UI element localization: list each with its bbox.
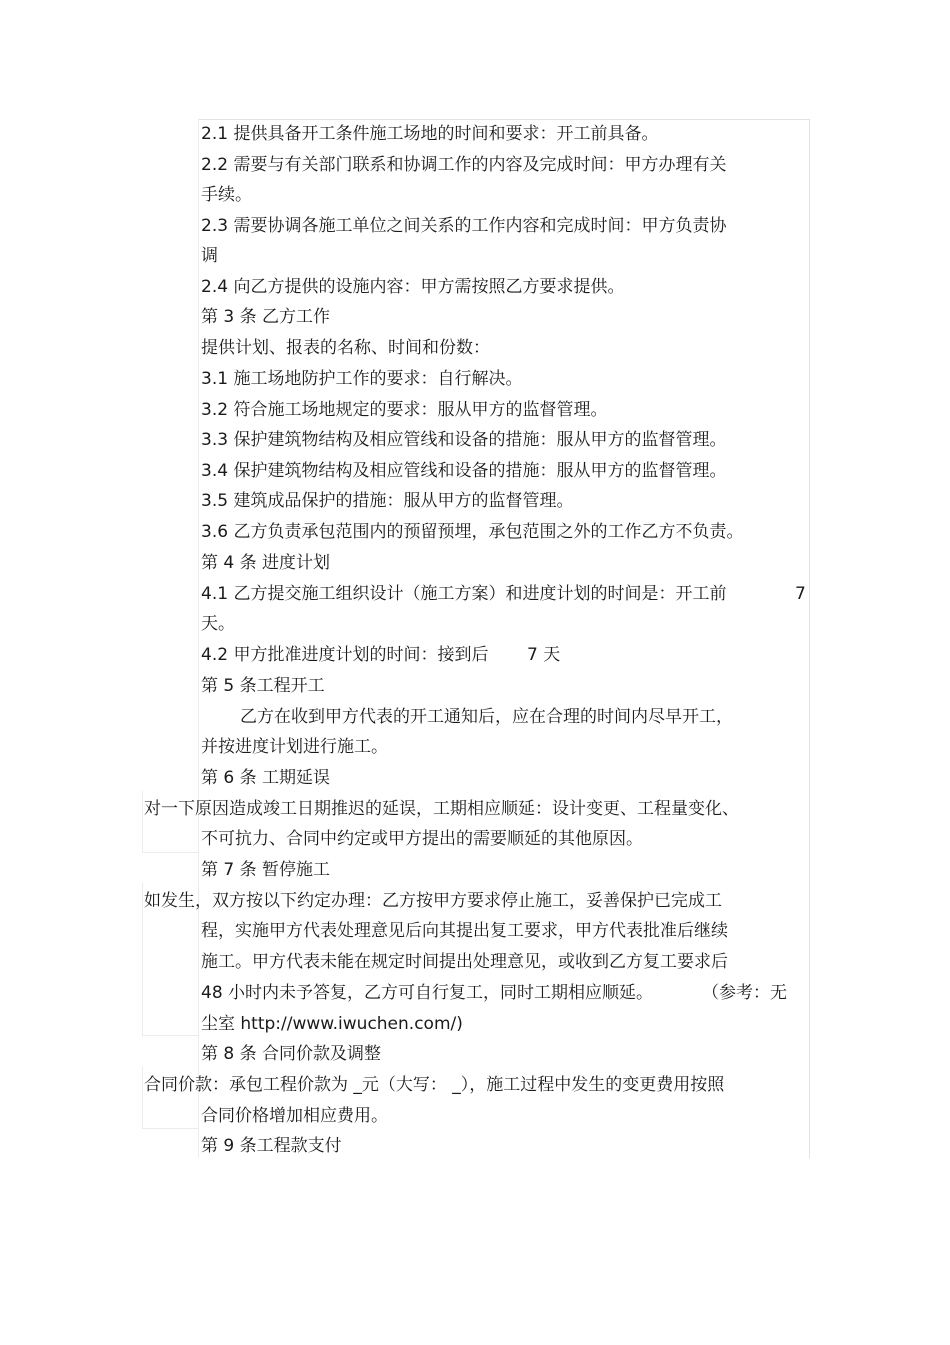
reference-url: 尘室 http://www.iwuchen.com/) (201, 1014, 463, 1034)
clause-2-3: 2.3 需要协调各施工单位之间关系的工作内容和完成时间：甲方负责协 (201, 216, 727, 236)
article-5-body: 乙方在收到甲方代表的开工通知后，应在合理的时间内尽早开工， (240, 707, 733, 727)
article-4-heading: 第 4 条 进度计划 (201, 553, 331, 573)
clause-3-4: 3.4 保护建筑物结构及相应管线和设备的措施：服从甲方的监督管理。 (201, 461, 727, 481)
clause-3-6: 3.6 乙方负责承包范围内的预留预埋，承包范围之外的工作乙方不负责。 (201, 522, 744, 542)
article-7-body-cont: 48 小时内未予答复，乙方可自行复工，同时工期相应顺延。 (201, 983, 654, 1003)
clause-2-3-cont: 调 (201, 246, 218, 266)
clause-2-2-cont: 手续。 (201, 185, 252, 205)
clause-4-1-number: 7 (795, 584, 806, 604)
article-6-heading: 第 6 条 工期延误 (201, 768, 331, 788)
article-7-body: 如发生，双方按以下约定办理：乙方按甲方要求停止施工，妥善保护已完成工 (144, 891, 722, 911)
clause-3-1: 3.1 施工场地防护工作的要求：自行解决。 (201, 369, 523, 389)
clause-4-1-cont: 天。 (201, 614, 235, 634)
article-7-body-cont: 施工。甲方代表未能在规定时间提出处理意见，或收到乙方复工要求后 (201, 952, 728, 972)
clause-3-3: 3.3 保护建筑物结构及相应管线和设备的措施：服从甲方的监督管理。 (201, 430, 727, 450)
article-5-heading: 第 5 条工程开工 (201, 676, 325, 696)
reference-note: （参考：无 (702, 983, 787, 1003)
clause-2-2: 2.2 需要与有关部门联系和协调工作的内容及完成时间：甲方办理有关 (201, 155, 727, 175)
article-5-body-cont: 并按进度计划进行施工。 (201, 737, 388, 757)
article-9-heading: 第 9 条工程款支付 (201, 1136, 342, 1156)
article-8-body-cont: 合同价格增加相应费用。 (201, 1106, 388, 1126)
article-6-body-cont: 不可抗力、合同中约定或甲方提出的需要顺延的其他原因。 (201, 829, 643, 849)
clause-2-4: 2.4 向乙方提供的设施内容：甲方需按照乙方要求提供。 (201, 277, 625, 297)
clause-4-2-days: 7 天 (527, 645, 561, 665)
clause-3-2: 3.2 符合施工场地规定的要求：服从甲方的监督管理。 (201, 400, 608, 420)
clause-2-1: 2.1 提供具备开工条件施工场地的时间和要求：开工前具备。 (201, 124, 659, 144)
article-3-heading: 第 3 条 乙方工作 (201, 307, 331, 327)
article-3-intro: 提供计划、报表的名称、时间和份数： (201, 338, 490, 358)
clause-4-1: 4.1 乙方提交施工组织设计（施工方案）和进度计划的时间是：开工前 (201, 584, 727, 604)
article-7-heading: 第 7 条 暂停施工 (201, 860, 331, 880)
article-8-body: 合同价款：承包工程价款为 _元（大写： _），施工过程中发生的变更费用按照 (144, 1075, 725, 1095)
article-8-heading: 第 8 条 合同价款及调整 (201, 1044, 382, 1064)
article-7-body-cont: 程，实施甲方代表处理意见后向其提出复工要求，甲方代表批准后继续 (201, 921, 728, 941)
article-6-body: 对一下原因造成竣工日期推迟的延误，工期相应顺延：设计变更、工程量变化、 (144, 799, 739, 819)
clause-4-2: 4.2 甲方批准进度计划的时间：接到后 (201, 645, 489, 665)
clause-3-5: 3.5 建筑成品保护的措施：服从甲方的监督管理。 (201, 491, 574, 511)
